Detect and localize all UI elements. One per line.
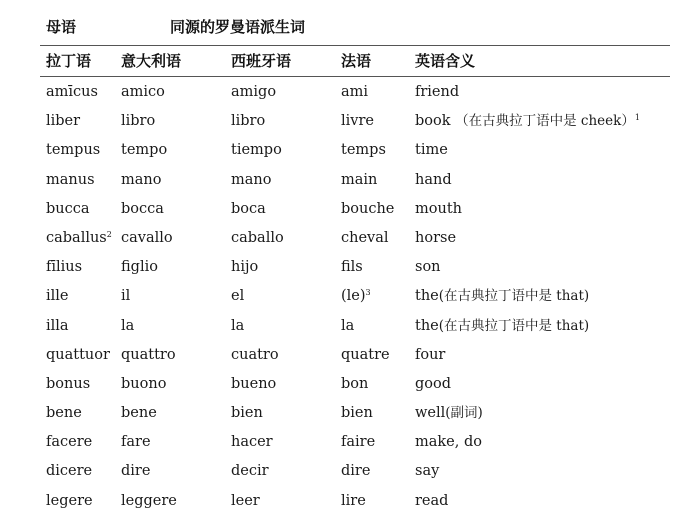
latin-cell: manus xyxy=(46,171,95,188)
english-meaning: read xyxy=(415,492,449,509)
latin-word: caballus xyxy=(46,229,107,246)
italian-cell: bene xyxy=(121,405,157,422)
english-cell xyxy=(415,312,589,341)
spanish-cell: libro xyxy=(231,113,266,130)
footnote-marker: 1 xyxy=(634,113,640,123)
english-note: (副词) xyxy=(445,405,483,422)
french-cell: bien xyxy=(341,405,373,422)
english-cell xyxy=(415,282,589,311)
french-cell: livre xyxy=(341,113,374,130)
spanish-cell: caballo xyxy=(231,229,284,246)
latin-cell: dicere xyxy=(46,463,93,480)
english-meaning: hand xyxy=(415,171,452,188)
spanish-cell: cuatro xyxy=(231,346,279,363)
english-meaning: say xyxy=(415,463,440,480)
english-cell xyxy=(415,166,452,195)
english-cell xyxy=(415,107,640,136)
french-cell: ami xyxy=(341,84,369,100)
latin-cell: bonus xyxy=(46,375,91,392)
french-cell: cheval xyxy=(341,229,389,246)
french-cell: dire xyxy=(341,463,371,480)
column-header-english: 英语含义 xyxy=(415,52,476,70)
english-cell xyxy=(415,253,441,282)
spanish-cell: la xyxy=(231,317,245,334)
english-meaning: four xyxy=(415,346,446,363)
italian-cell: bocca xyxy=(121,200,164,217)
english-meaning: the xyxy=(415,288,439,305)
table-row xyxy=(0,253,700,282)
italian-cell: tempo xyxy=(121,142,168,159)
italian-cell: figlio xyxy=(121,259,158,276)
italian-cell: quattro xyxy=(121,346,176,363)
table-row xyxy=(0,399,700,428)
latin-cell xyxy=(46,224,112,253)
english-cell xyxy=(415,136,448,165)
french-cell: bon xyxy=(341,375,369,392)
spanish-cell: bueno xyxy=(231,375,277,392)
italian-cell: il xyxy=(121,288,131,305)
table-row xyxy=(0,78,700,107)
english-note: (在古典拉丁语中是 that) xyxy=(438,288,590,305)
english-cell xyxy=(415,370,451,399)
spanish-cell: amigo xyxy=(231,84,277,100)
latin-cell: ille xyxy=(46,288,69,305)
latin-cell: bucca xyxy=(46,200,90,217)
derived-words-heading: 同源的罗曼语派生词 xyxy=(170,18,306,36)
latin-cell: legere xyxy=(46,492,93,509)
french-cell: faire xyxy=(341,434,376,451)
english-cell xyxy=(415,487,448,516)
english-cell xyxy=(415,399,483,428)
column-header-french: 法语 xyxy=(341,52,372,70)
table-row xyxy=(0,282,700,311)
english-cell xyxy=(415,78,459,107)
spanish-cell: mano xyxy=(231,171,272,188)
footnote-marker: 3 xyxy=(365,288,371,298)
english-cell xyxy=(415,457,439,486)
french-word: (le) xyxy=(341,288,366,305)
english-meaning: mouth xyxy=(415,200,462,217)
spanish-cell: hijo xyxy=(231,259,259,276)
table-row xyxy=(0,341,700,370)
latin-cell: illa xyxy=(46,317,69,334)
english-meaning: good xyxy=(415,375,452,392)
english-meaning: friend xyxy=(415,84,460,100)
french-cell: fils xyxy=(341,259,363,276)
table-row xyxy=(0,166,700,195)
french-cell: quatre xyxy=(341,346,390,363)
spanish-cell: tiempo xyxy=(231,142,282,159)
column-header-italian: 意大利语 xyxy=(121,52,182,70)
english-cell xyxy=(415,341,445,370)
latin-cell: tempus xyxy=(46,142,101,159)
english-meaning: son xyxy=(415,259,441,276)
table-row xyxy=(0,428,700,457)
top-divider xyxy=(40,45,670,46)
column-header-latin: 拉丁语 xyxy=(46,52,92,70)
italian-cell: fare xyxy=(121,434,151,451)
italian-cell: mano xyxy=(121,171,162,188)
table-row xyxy=(0,457,700,486)
table-row xyxy=(0,136,700,165)
italian-cell: cavallo xyxy=(121,229,173,246)
table-row xyxy=(0,370,700,399)
latin-cell: facere xyxy=(46,434,93,451)
footnote-marker: 2 xyxy=(106,230,112,240)
english-cell xyxy=(415,428,482,457)
spanish-cell: boca xyxy=(231,200,266,217)
header-divider xyxy=(40,76,670,77)
latin-cell: bene xyxy=(46,405,82,422)
french-cell: lire xyxy=(341,492,366,509)
italian-cell: libro xyxy=(121,113,156,130)
english-cell xyxy=(415,195,462,224)
italian-cell: amico xyxy=(121,84,165,100)
spanish-cell: hacer xyxy=(231,434,273,451)
latin-cell: fīlius xyxy=(46,259,83,276)
table-row xyxy=(0,487,700,516)
latin-cell: liber xyxy=(46,113,81,130)
english-meaning: the xyxy=(415,317,439,334)
spanish-cell: decir xyxy=(231,463,269,480)
italian-cell: la xyxy=(121,317,135,334)
table-row xyxy=(0,107,700,136)
french-cell: main xyxy=(341,171,378,188)
latin-cell: amīcus xyxy=(46,84,98,100)
word-rows xyxy=(0,78,700,516)
italian-cell: leggere xyxy=(121,492,177,509)
english-meaning: horse xyxy=(415,229,457,246)
english-meaning: well xyxy=(415,405,446,422)
english-meaning: time xyxy=(415,142,448,159)
english-note: （在古典拉丁语中是 cheek） xyxy=(455,113,635,130)
mother-language-heading: 母语 xyxy=(46,18,77,36)
latin-cell: quattuor xyxy=(46,346,110,363)
italian-cell: dire xyxy=(121,463,151,480)
column-header-spanish: 西班牙语 xyxy=(231,52,292,70)
french-cell: temps xyxy=(341,142,386,159)
spanish-cell: el xyxy=(231,288,245,305)
french-cell: la xyxy=(341,317,355,334)
english-note: (在古典拉丁语中是 that) xyxy=(438,317,590,334)
french-cell: bouche xyxy=(341,200,395,217)
english-meaning: book xyxy=(415,113,451,130)
italian-cell: buono xyxy=(121,375,167,392)
french-cell xyxy=(341,282,371,311)
spanish-cell: bien xyxy=(231,405,263,422)
english-cell xyxy=(415,224,456,253)
table-row xyxy=(0,195,700,224)
spanish-cell: leer xyxy=(231,492,260,509)
table-row xyxy=(0,224,700,253)
table-row xyxy=(0,312,700,341)
english-meaning: make, do xyxy=(415,434,482,451)
